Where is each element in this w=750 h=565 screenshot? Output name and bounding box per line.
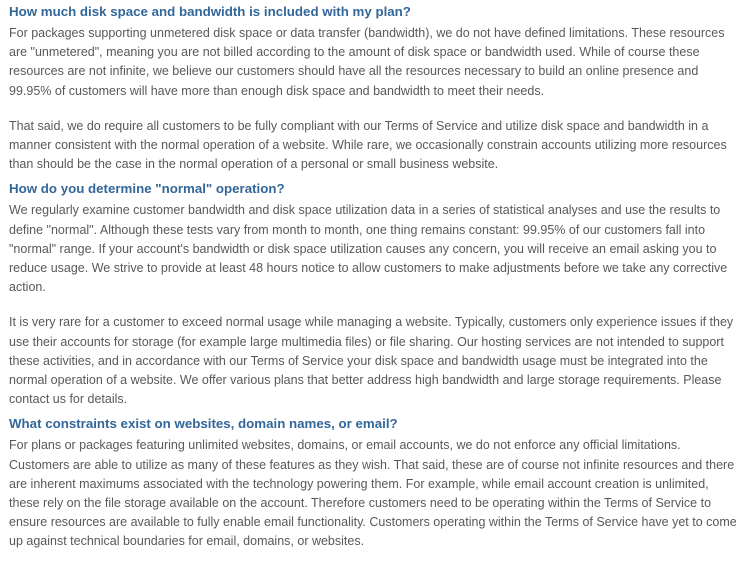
faq-question-constraints: What constraints exist on websites, domain names, or email?	[9, 416, 398, 432]
faq-question-disk-space-bandwidth: How much disk space and bandwidth is included with my plan?	[9, 4, 411, 19]
spacer	[9, 101, 740, 117]
faq-answer-paragraph: It is very rare for a customer to exceed normal usage while managing a website. Typically, customers only experience issues if they use their accounts for storage (for example large multimedia files) or file sharing. Our hosting services are not intended to support these activities, and in accordance with our Terms of Service your disk space and bandwidth usage must be integrated into the normal operation of a website. We offer various plans that better address high bandwidth and large storage requirements. Please contact us for details.	[9, 315, 734, 407]
faq-answer-paragraph: We regularly examine customer bandwidth and disk space utilization data in a series of statistical analyses and use the results to define "normal". Although these tests vary from month to month, one thing remains constant: 99.95% of our customers fall into "normal" range. If your account's bandwidth or disk space utilization causes any concern, you will receive an email asking you to reduce usage. We strive to provide at least 48 hours notice to allow customers to make adjustments before we take any corrective action.	[9, 203, 728, 295]
faq-answer-paragraph: For packages supporting unmetered disk space or data transfer (bandwidth), we do not have defined limitations. These resources are "unmetered", meaning you are not billed according to the amount of disk space or bandwidth used. While of course these resources are not infinite, we believe our customers should have all the resources necessary to build an online presence and 99.95% of customers will have more than enough disk space and bandwidth to meet their needs.	[9, 26, 725, 98]
spacer	[9, 297, 740, 313]
faq-question-normal-operation: How do you determine "normal" operation?	[9, 181, 285, 197]
faq-answer-paragraph: For plans or packages featuring unlimited websites, domains, or email accounts, we do not enforce any official limitations. Customers are able to utilize as many of these features as they wish. That said, these are of course not infinite resources and there are inherent maximums associated with the technology powering them. For example, while email account creation is unlimited, these rely on the file storage available on the account. Therefore customers need to be operating within the Terms of Service to ensure resources are available to fully enable email functionality. Customers operating within the Terms of Service have yet to come up against technical boundaries for email, domains, or websites.	[9, 438, 737, 549]
faq-answer-paragraph: That said, we do require all customers to be fully compliant with our Terms of Service and utilize disk space and bandwidth in a manner consistent with the normal operation of a website. While rare, we occasionally constrain accounts utilizing more resources than should be the case in the normal operation of a personal or small business website.	[9, 118, 727, 172]
